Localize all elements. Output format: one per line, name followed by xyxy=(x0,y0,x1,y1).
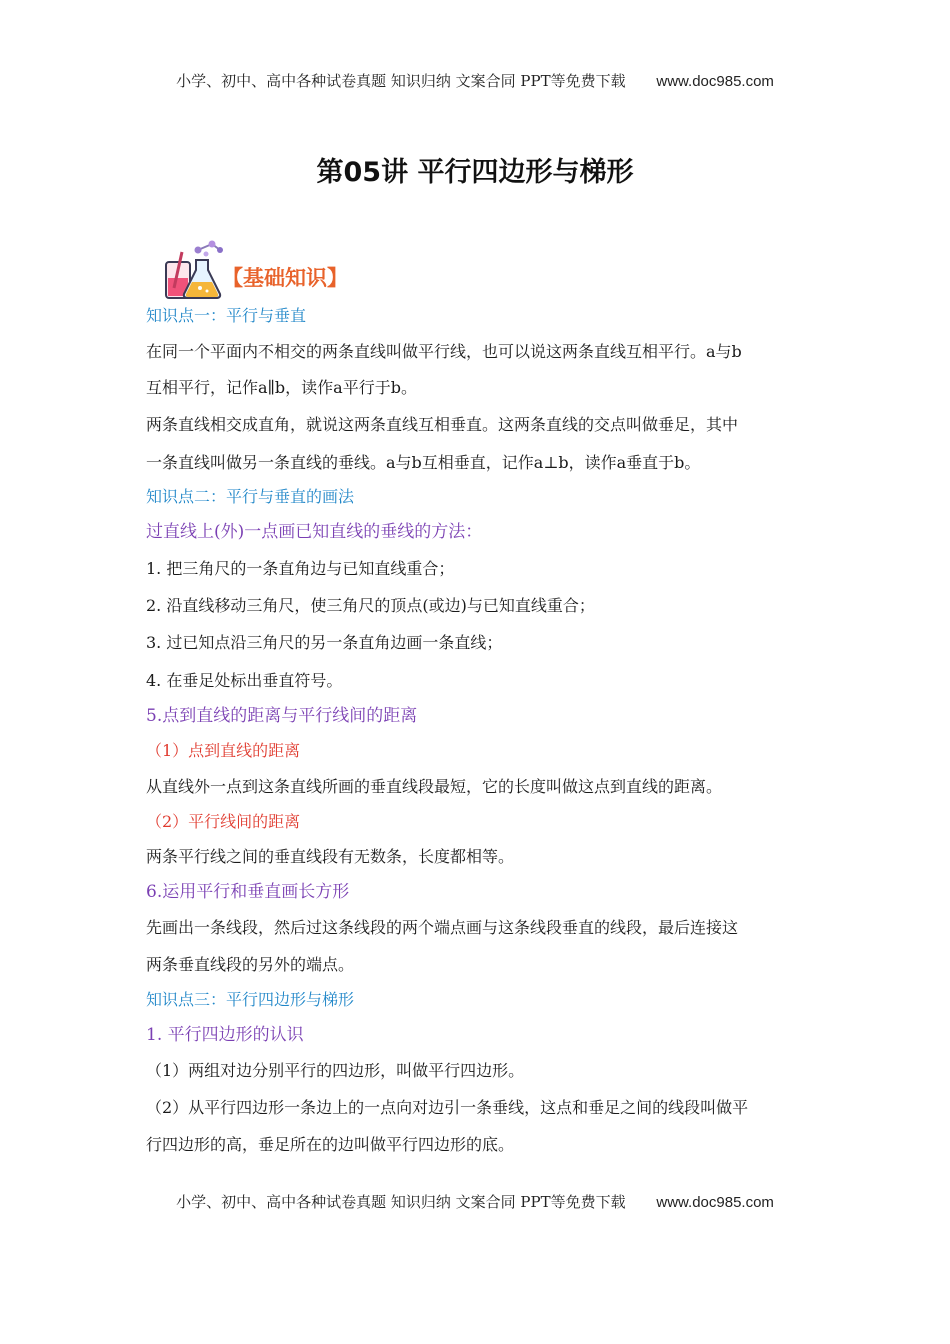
chemistry-flask-icon xyxy=(160,238,230,302)
page-header xyxy=(0,70,950,91)
page-title: 第05讲 平行四边形与梯形 xyxy=(316,157,634,188)
sub-subheading: （2）平行线间的距离 xyxy=(146,812,301,831)
body-text-line: 一条直线叫做另一条直线的垂线。a与b互相垂直，记作a⊥b，读作a垂直于b。 xyxy=(146,453,701,472)
subheading: 6.运用平行和垂直画长方形 xyxy=(146,882,350,902)
body-text-line: 在同一个平面内不相交的两条直线叫做平行线，也可以说这两条直线互相平行。a与b xyxy=(146,342,742,361)
knowledge-point-heading: 知识点二：平行与垂直的画法 xyxy=(146,487,355,506)
subheading: 1. 平行四边形的认识 xyxy=(146,1025,304,1045)
footer-text: 小学、初中、高中各种试卷真题 知识归纳 文案合同 PPT等免费下载 xyxy=(176,1193,626,1211)
body-text-line: 两条直线相交成直角，就说这两条直线互相垂直。这两条直线的交点叫做垂足，其中 xyxy=(146,415,739,434)
knowledge-point-heading: 知识点三：平行四边形与梯形 xyxy=(146,990,355,1009)
footer-url[interactable]: www.doc985.com xyxy=(656,1194,774,1211)
body-text-line: 两条垂直线段的另外的端点。 xyxy=(146,955,355,974)
body-text-line: 互相平行，记作a∥b，读作a平行于b。 xyxy=(146,378,417,397)
section-label: 【基础知识】 xyxy=(222,265,348,290)
list-item: 2. 沿直线移动三角尺，使三角尺的顶点(或边)与已知直线重合； xyxy=(146,596,595,615)
body-text-line: 两条平行线之间的垂直线段有无数条，长度都相等。 xyxy=(146,847,515,866)
list-item: 4. 在垂足处标出垂直符号。 xyxy=(146,671,343,690)
subheading: 5.点到直线的距离与平行线间的距离 xyxy=(146,706,418,726)
subheading: 过直线上(外)一点画已知直线的垂线的方法： xyxy=(146,522,483,542)
header-text: 小学、初中、高中各种试卷真题 知识归纳 文案合同 PPT等免费下载 xyxy=(176,72,626,90)
sub-subheading: （1）点到直线的距离 xyxy=(146,741,301,760)
header-url[interactable]: www.doc985.com xyxy=(656,73,774,90)
list-item: 1. 把三角尺的一条直角边与已知直线重合； xyxy=(146,559,455,578)
body-text-line: （1）两组对边分别平行的四边形，叫做平行四边形。 xyxy=(146,1061,525,1080)
body-text-line: 行四边形的高，垂足所在的边叫做平行四边形的底。 xyxy=(146,1135,515,1154)
knowledge-point-heading: 知识点一：平行与垂直 xyxy=(146,306,307,325)
body-text-line: 先画出一条线段，然后过这条线段的两个端点画与这条线段垂直的线段，最后连接这 xyxy=(146,918,739,937)
page-footer xyxy=(0,1191,950,1212)
body-text-line: 从直线外一点到这条直线所画的垂直线段最短，它的长度叫做这点到直线的距离。 xyxy=(146,777,723,796)
body-text-line: （2）从平行四边形一条边上的一点向对边引一条垂线，这点和垂足之间的线段叫做平 xyxy=(146,1098,749,1117)
list-item: 3. 过已知点沿三角尺的另一条直角边画一条直线； xyxy=(146,633,503,652)
